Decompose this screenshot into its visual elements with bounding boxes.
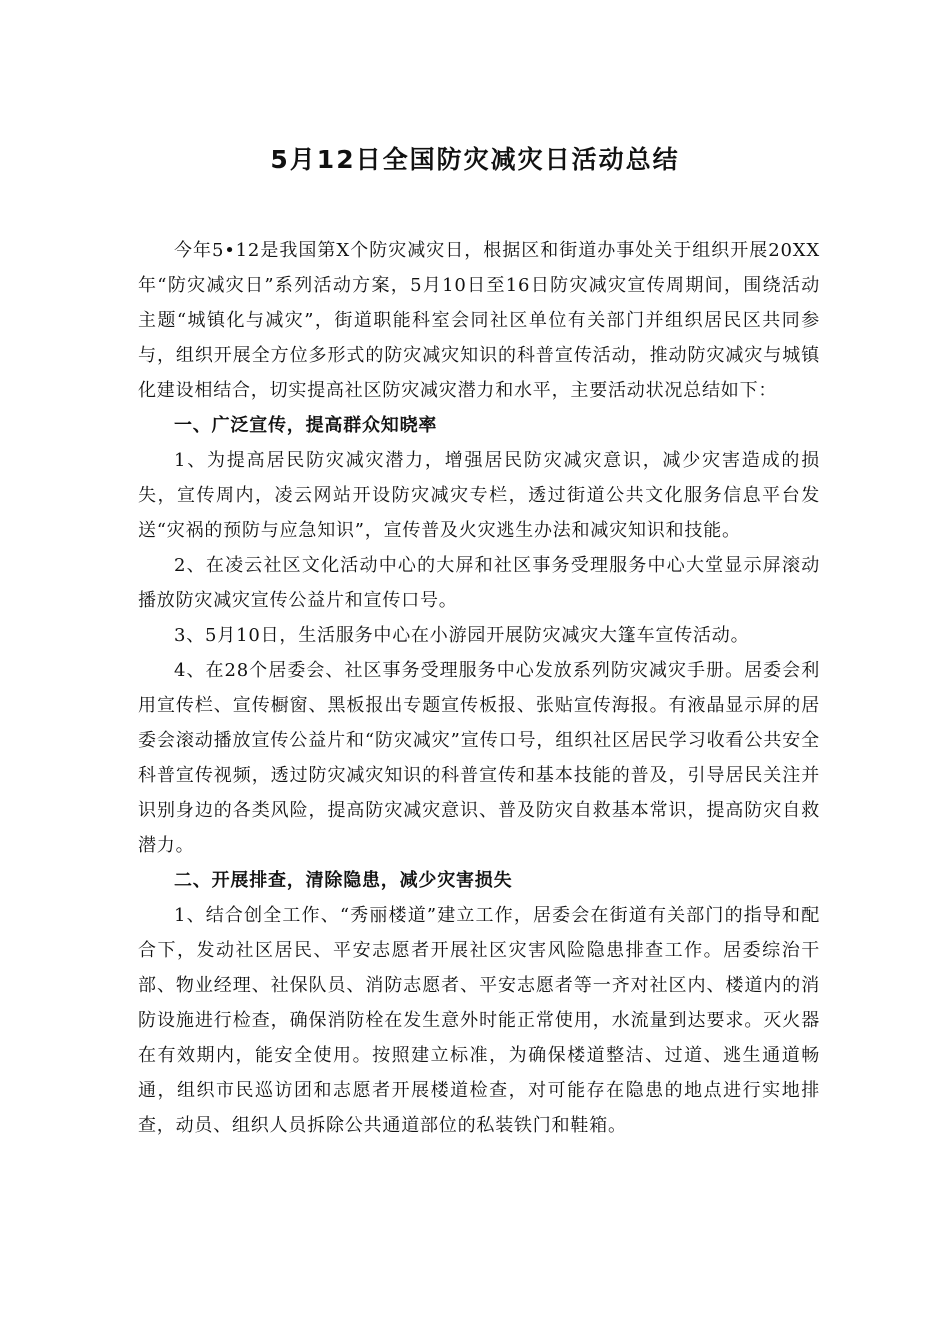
section-1-item-1: 1、为提高居民防灾减灾潜力，增强居民防灾减灾意识，减少灾害造成的损失，宣传周内，凌云网站开设防灾减灾专栏，透过街道公共文化服务信息平台发送“灾祸的预防与应急知识”，宣传普及火灾逃生办法和减灾知识和技能。 [138,450,820,541]
section-1-item-4: 4、在28个居委会、社区事务受理服务中心发放系列防灾减灾手册。居委会利用宣传栏、宣传橱窗、黑板报出专题宣传板报、张贴宣传海报。有液晶显示屏的居委会滚动播放宣传公益片和“防灾减灾”宣传口号，组织社区居民学习收看公共安全科普宣传视频，透过防灾减灾知识的科普宣传和基本技能的普及，引导居民关注并识别身边的各类风险，提高防灾减灾意识、普及防灾自救基本常识，提高防灾自救潜力。 [138,660,820,856]
section-2-item-1: 1、结合创全工作、“秀丽楼道”建立工作，居委会在街道有关部门的指导和配合下，发动社区居民、平安志愿者开展社区灾害风险隐患排查工作。居委综治干部、物业经理、社保队员、消防志愿者、平安志愿者等一齐对社区内、楼道内的消防设施进行检查，确保消防栓在发生意外时能正常使用，水流量到达要求。灭火器在有效期内，能安全使用。按照建立标准，为确保楼道整洁、过道、逃生通道畅通，组织市民巡访团和志愿者开展楼道检查，对可能存在隐患的地点进行实地排查，动员、组织人员拆除公共通道部位的私装铁门和鞋箱。 [138,905,820,1136]
intro-paragraph: 今年5•12是我国第X个防灾减灾日，根据区和街道办事处关于组织开展20XX年“防灾减灾日”系列活动方案，5月10日至16日防灾减灾宣传周期间，围绕活动主题“城镇化与减灾”，街道职能科室会同社区单位有关部门并组织居民区共同参与，组织开展全方位多形式的防灾减灾知识的科普宣传活动，推动防灾减灾与城镇化建设相结合，切实提高社区防灾减灾潜力和水平，主要活动状况总结如下： [138,240,820,401]
section-1-item-3: 3、5月10日，生活服务中心在小游园开展防灾减灾大篷车宣传活动。 [174,625,750,646]
document-title: 5月12日全国防灾减灾日活动总结 [270,145,680,174]
section-2-heading: 二、开展排查，清除隐患，减少灾害损失 [174,870,513,891]
document-body [138,233,820,1143]
section-1-item-2: 2、在凌云社区文化活动中心的大屏和社区事务受理服务中心大堂显示屏滚动播放防灾减灾宣传公益片和宣传口号。 [138,555,820,611]
section-1-heading: 一、广泛宣传，提高群众知晓率 [174,415,438,436]
